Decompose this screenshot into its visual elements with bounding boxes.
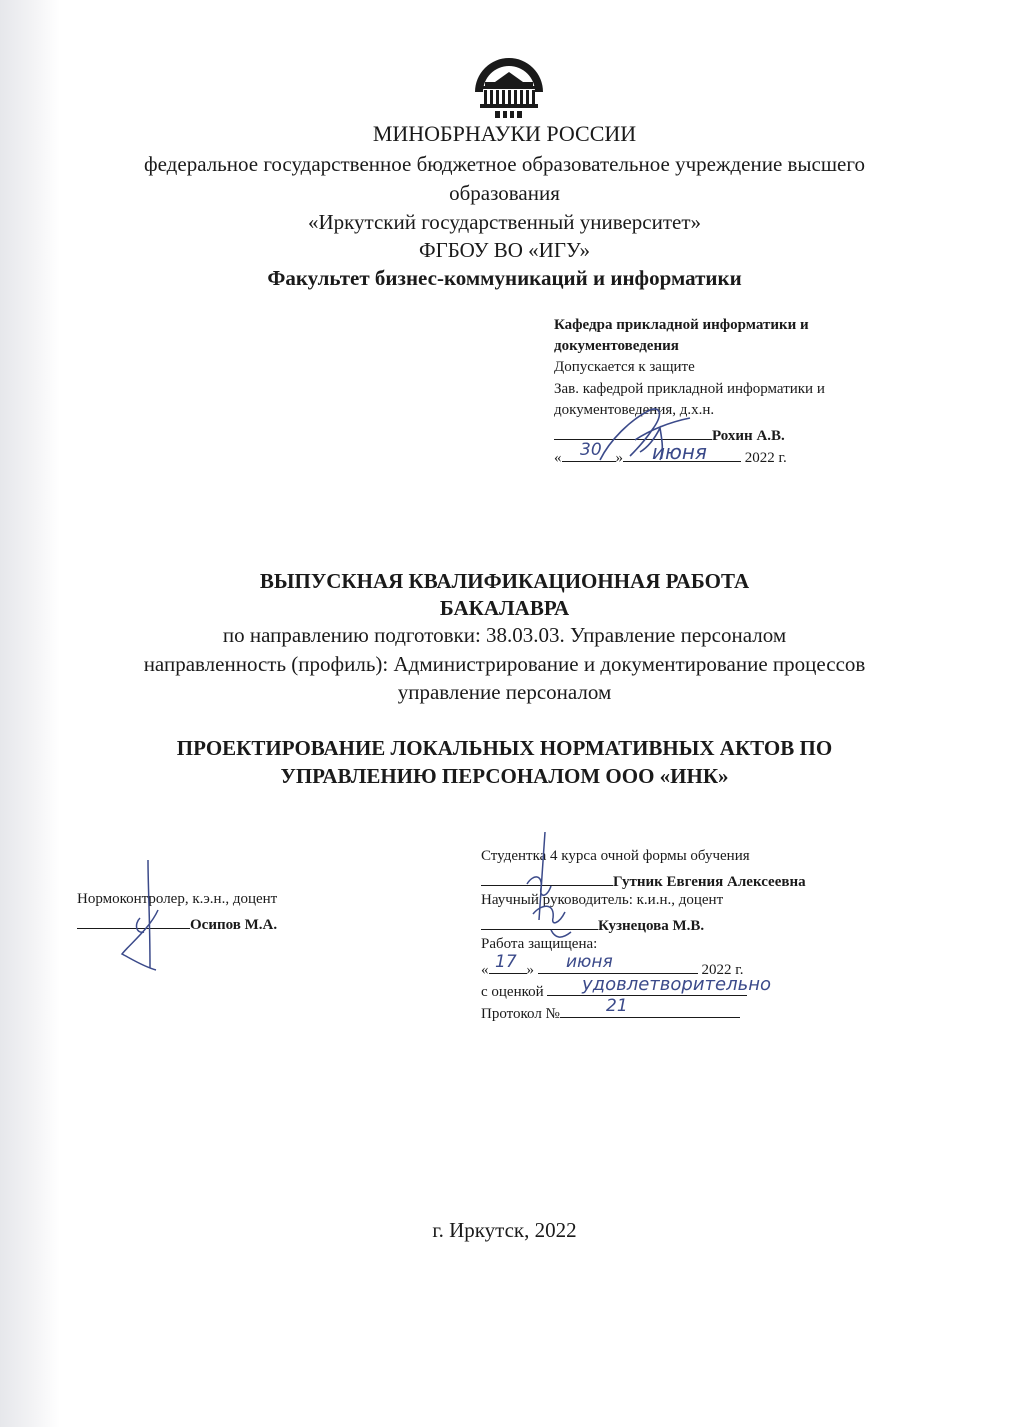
handwritten-protocol-number: 21 [606,996,628,1016]
university-logo [471,52,547,120]
month-blank [538,958,698,974]
department-line-2: документоведения [554,338,679,354]
defense-year: 2022 г. [701,962,744,978]
handwritten-defense-day: 17 [495,952,517,972]
work-type-line-1: ВЫПУСКНАЯ КВАЛИФИКАЦИОННАЯ РАБОТА [259,569,750,593]
university-name: «Иркутский государственный университет» [307,210,702,234]
university-abbreviation: ФГБОУ ВО «ИГУ» [418,238,591,262]
date-quote-close: » [526,962,534,978]
topic-line-2: УПРАВЛЕНИЮ ПЕРСОНАЛОМ ООО «ИНК» [280,764,729,788]
date-quote-close: » [615,450,623,466]
department-line-1: Кафедра прикладной информатики и [554,317,809,333]
supervisor-name: Кузнецова М.В. [598,918,705,934]
work-type-line-2: БАКАЛАВРА [439,596,570,620]
head-line-1: Зав. кафедрой прикладной информатики и [554,381,825,397]
city-year: г. Иркутск, 2022 [432,1218,577,1242]
handwritten-grade: удовлетворительно [582,974,771,995]
head-name: Рохин А.В. [712,428,785,444]
topic-line-1: ПРОЕКТИРОВАНИЕ ЛОКАЛЬНЫХ НОРМАТИВНЫХ АКТОВ ПО [176,736,833,760]
protocol-blank [560,1002,740,1018]
student-label: Студентка 4 курса очной формы обучения [481,848,750,864]
supervisor-role: Научный руководитель: к.и.н., доцент [481,892,724,908]
normcontrol-role: Нормоконтролер, к.э.н., доцент [77,891,278,907]
ministry-title: МИНОБРНАУКИ РОССИИ [372,121,637,146]
institution-line-1: федеральное государственное бюджетное образовательное учреждение высшего [144,152,865,176]
faculty-name: Факультет бизнес-коммуникаций и информатики [267,266,742,290]
approval-year: 2022 г. [744,450,787,466]
admitted-label: Допускается к защите [554,359,695,375]
normcontrol-name: Осипов М.А. [190,917,278,933]
date-quote-open: « [554,450,562,466]
handwritten-approval-month: июня [652,440,707,464]
profile-line-1: направленность (профиль): Администрирование и документирование процессов [143,652,866,676]
handwritten-approval-day: 30 [580,440,602,460]
defended-label: Работа защищена: [481,936,598,952]
profile-line-2: управление персоналом [397,680,612,704]
student-supervisor-signatures [515,828,615,958]
head-signature [590,400,700,470]
handwritten-defense-month: июня [566,952,613,972]
student-name: Гутник Евгения Алексеевна [613,874,806,890]
institution-line-2: образования [449,181,560,205]
grade-label: с оценкой [481,984,544,1000]
date-quote-open: « [481,962,489,978]
direction-line: по направлению подготовки: 38.03.03. Управление персоналом [222,623,787,647]
normcontrol-signature [110,858,180,978]
protocol-label: Протокол № [481,1006,560,1022]
head-line-2: документоведения, д.х.н. [554,402,715,418]
